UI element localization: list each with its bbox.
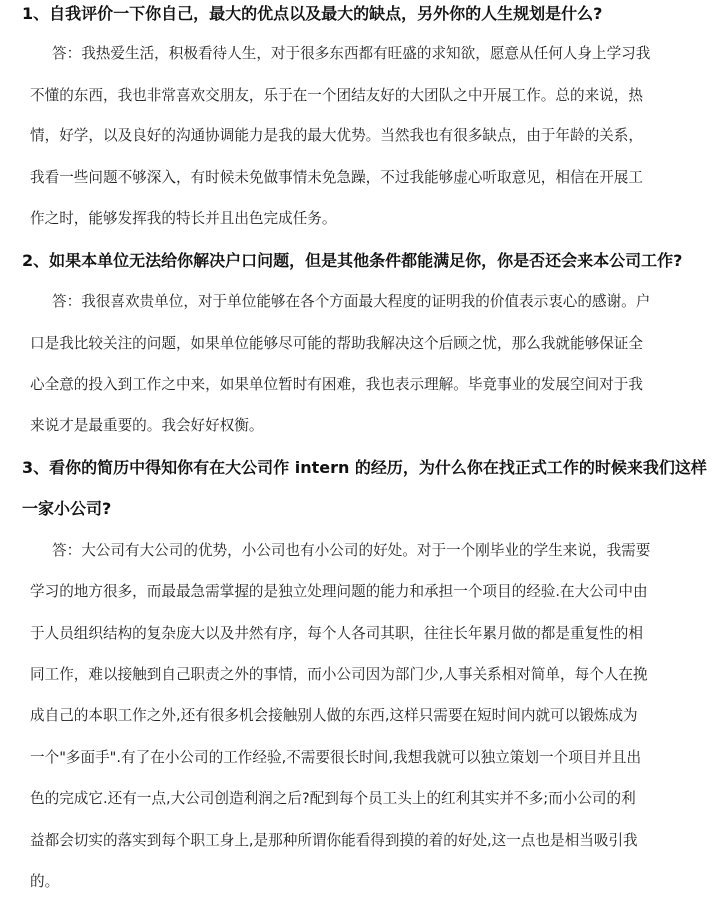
answer-1-line: 情，好学，以及良好的沟通协调能力是我的最大优势。当然我也有很多缺点，由于年龄的关系， [30, 127, 643, 144]
answer-3-line: 色的完成它.还有一点,大公司创造利润之后?配到每个员工头上的红利其实并不多;而小公司的利 [30, 790, 636, 807]
answer-1-line: 作之时，能够发挥我的特长并且出色完成任务。 [30, 210, 337, 227]
answer-3-line: 于人员组织结构的复杂庞大以及井然有序，每个人各司其职，往往长年累月做的都是重复性的相 [30, 625, 643, 642]
answer-3-line: 益都会切实的落实到每个职工身上,是那种所谓你能看得到摸的着的好处,这一点也是相当吸引我 [30, 832, 638, 849]
answer-3-line: 的。 [30, 873, 60, 890]
answer-3-line: 学习的地方很多，而最最急需掌握的是独立处理问题的能力和承担一个项目的经验.在大公司中由 [30, 583, 648, 600]
question-2: 2、如果本单位无法给你解决户口问题，但是其他条件都能满足你，你是否还会来本公司工作? [22, 251, 683, 270]
answer-1-line: 不懂的东西，我也非常喜欢交朋友，乐于在一个团结友好的大团队之中开展工作。总的来说，热 [30, 87, 643, 104]
answer-1-line: 我看一些问题不够深入，有时候未免做事情未免急躁，不过我能够虚心听取意见，相信在开展工 [30, 169, 643, 186]
answer-1-line: 答：我热爱生活，积极看待人生，对于很多东西都有旺盛的求知欲，愿意从任何人身上学习我 [52, 45, 651, 62]
answer-2-line: 来说才是最重要的。我会好好权衡。 [30, 417, 264, 434]
answer-3-line: 成自己的本职工作之外,还有很多机会接触别人做的东西,这样只需要在短时间内就可以锻炼成为 [30, 707, 638, 724]
answer-3-line: 一个"多面手".有了在小公司的工作经验,不需要很长时间,我想我就可以独立策划一个项目并且出 [30, 749, 642, 766]
answer-3-line: 答：大公司有大公司的优势，小公司也有小公司的好处。对于一个刚毕业的学生来说，我需要 [52, 542, 651, 559]
question-1: 1、自我评价一下你自己，最大的优点以及最大的缺点，另外你的人生规划是什么? [22, 4, 603, 23]
question-3-line: 一家小公司? [22, 499, 112, 518]
answer-2-line: 口是我比较关注的问题，如果单位能够尽可能的帮助我解决这个后顾之忧，那么我就能够保证全 [30, 335, 643, 352]
answer-2-line: 心全意的投入到工作之中来，如果单位暂时有困难，我也表示理解。毕竟事业的发展空间对于我 [30, 376, 643, 393]
answer-2-line: 答：我很喜欢贵单位，对于单位能够在各个方面最大程度的证明我的价值表示衷心的感谢。户 [52, 293, 651, 310]
answer-3-line: 同工作，难以接触到自己职责之外的事情，而小公司因为部门少,人事关系相对简单，每个人在挽 [30, 666, 648, 683]
question-3-line: 3、看你的简历中得知你有在大公司作 intern 的经历，为什么你在找正式工作的时候来我们这样 [22, 458, 707, 477]
